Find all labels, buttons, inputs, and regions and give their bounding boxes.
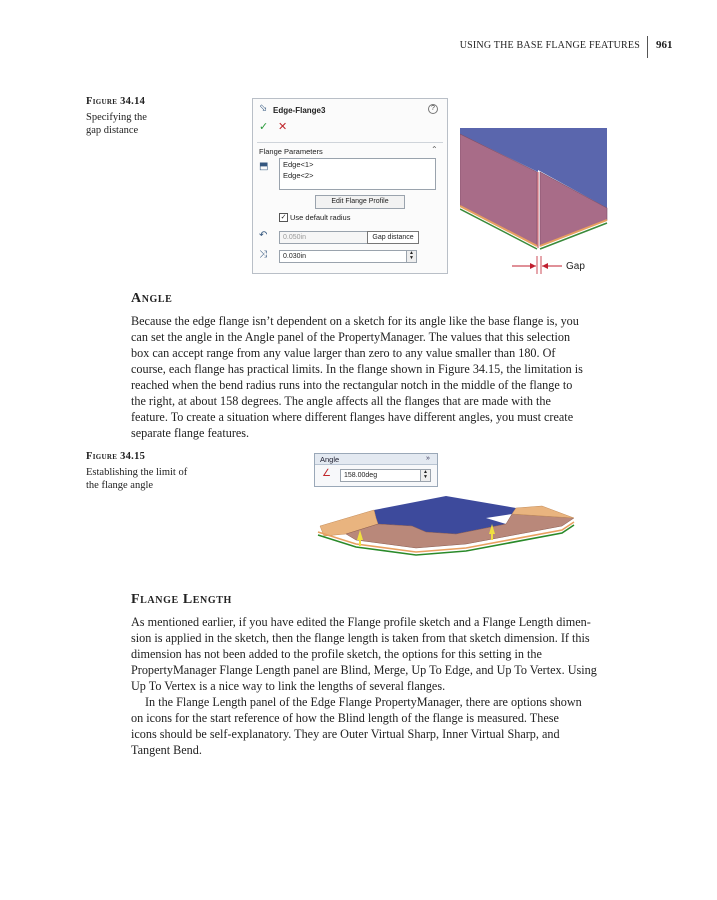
- text-line: the right, at about 158 degrees. The angle affects all the flanges that are made with the: [131, 394, 551, 408]
- collapse-caret-icon[interactable]: ⌃: [431, 145, 438, 154]
- edge-selection-icon: ⬒: [259, 161, 269, 172]
- gap-spinner[interactable]: ▲ ▼: [406, 250, 417, 263]
- edge-flange-icon: ⬂: [259, 103, 268, 114]
- angle-icon: ∠: [322, 468, 331, 479]
- angle-spinner[interactable]: ▲ ▼: [420, 469, 431, 482]
- text-line: course, each flange has practical limits. In the flange shown in Figure 34.15, the limitation is: [131, 362, 583, 376]
- flange-length-paragraph-1: [131, 614, 676, 694]
- edge-selection-list[interactable]: [279, 158, 436, 190]
- text-line: icons should be self-explanatory. They are Outer Virtual Sharp, Inner Virtual Sharp, and: [131, 727, 560, 741]
- gap-label: Gap: [566, 261, 585, 272]
- caption-line: gap distance: [86, 125, 139, 136]
- text-line: feature. To create a situation where different flanges have different angles, you must create: [131, 410, 574, 424]
- edge-flange-property-manager: [252, 98, 448, 274]
- caption-line: the flange angle: [86, 480, 154, 491]
- angle-input[interactable]: 158.00deg: [340, 469, 421, 482]
- caption-line: Specifying the: [86, 112, 147, 123]
- cancel-button[interactable]: ✕: [278, 121, 288, 133]
- text-line: can set the angle in the Angle panel of the PropertyManager. The values that this selection: [131, 330, 571, 344]
- text-line: As mentioned earlier, if you have edited the Flange profile sketch and a Flange Length dimen-: [131, 615, 591, 629]
- help-icon[interactable]: ?: [428, 104, 438, 114]
- text-line: PropertyManager Flange Length panel are Blind, Merge, Up To Edge, and Up To Vertex. Using: [131, 663, 597, 677]
- text-line: sion is applied in the sketch, then the flange length is taken from that sketch dimension. If this: [131, 631, 590, 645]
- checkbox-label: Use default radius: [290, 213, 351, 222]
- list-item[interactable]: Edge<2>: [283, 171, 314, 180]
- angle-panel-header[interactable]: [315, 454, 437, 465]
- text-line: reached when the bend radius runs into the rectangular notch in the middle of the flange to: [131, 378, 573, 392]
- panel-title: Edge-Flange3: [273, 106, 326, 115]
- text-line: In the Flange Length panel of the Edge Flange PropertyManager, there are options shown: [145, 695, 582, 709]
- angle-paragraph: [131, 313, 671, 441]
- angle-marker: [359, 540, 361, 546]
- running-header: USING THE BASE FLANGE FEATURES: [459, 40, 640, 51]
- use-default-radius-checkbox[interactable]: ✓: [280, 214, 287, 221]
- flange-gap-model: [460, 128, 620, 278]
- arrowhead: [530, 263, 536, 269]
- figure-label: Figure 34.15: [86, 451, 146, 462]
- gap-distance-field[interactable]: 0.030in: [279, 250, 410, 263]
- text-line: Tangent Bend.: [131, 743, 202, 757]
- group-title: Flange Parameters: [259, 147, 323, 156]
- text-line: Up To Vertex is a nice way to link the lengths of several flanges.: [131, 679, 446, 693]
- collapse-icon[interactable]: »: [426, 455, 430, 462]
- flange-angle-model: [316, 496, 578, 568]
- figure-caption: [86, 111, 147, 137]
- angle-marker: [491, 534, 493, 540]
- section-heading-flange-length: Flange Length: [131, 592, 232, 607]
- list-item[interactable]: Edge<1>: [283, 160, 314, 169]
- text-line: Because the edge flange isn’t dependent on a sketch for its angle like the base flange is, you: [131, 314, 579, 328]
- page-number: 961: [656, 39, 673, 51]
- text-line: dimension has not been added to the profile sketch, the options for this setting in the: [131, 647, 542, 661]
- text-line: on icons for the start reference of how the Blind length of the flange is measured. These: [131, 711, 559, 725]
- bend-radius-icon: ↶: [259, 230, 268, 241]
- text-line: box can accept range from any value larger than zero to any value smaller than 180. Of: [131, 346, 556, 360]
- gap-distance-tooltip: Gap distance: [367, 231, 419, 244]
- bend-radius-field[interactable]: 0.050in: [279, 231, 410, 244]
- text-line: separate flange features.: [131, 426, 250, 440]
- section-heading-angle: Angle: [131, 291, 173, 306]
- arrowhead: [542, 263, 548, 269]
- ok-button[interactable]: ✓: [259, 121, 269, 133]
- figure-caption: [86, 466, 187, 492]
- caption-line: Establishing the limit of: [86, 467, 188, 478]
- group-divider: [257, 142, 443, 143]
- flange-length-paragraph-2: [131, 694, 676, 758]
- header-divider: [647, 36, 648, 58]
- angle-panel: [314, 453, 438, 487]
- angle-panel-title: Angle: [320, 455, 340, 464]
- edit-flange-profile-button[interactable]: Edit Flange Profile: [315, 195, 405, 209]
- gap-distance-icon: ⤨: [259, 249, 267, 260]
- figure-label: Figure 34.14: [86, 96, 146, 107]
